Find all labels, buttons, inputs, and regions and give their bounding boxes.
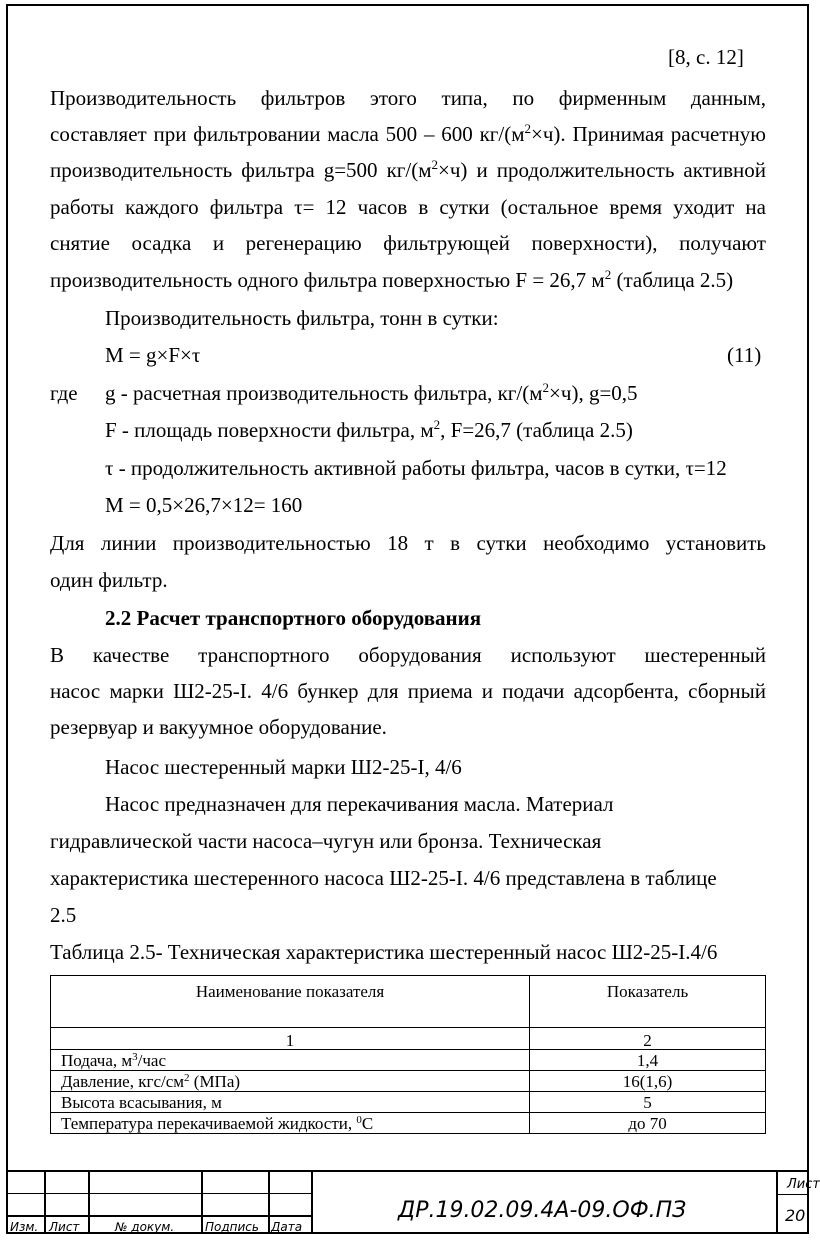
definition-g: g - расчетная производительность фильтра, $кг/(м^2\times ч)$, g=0,5 [105, 380, 638, 405]
stamp-label-data: Дата [271, 1220, 303, 1234]
document-code: ДР.19.02.09.4А-09.ОФ.ПЗ [398, 1198, 687, 1223]
table-cell: 1,4 [530, 1050, 766, 1071]
table-row [51, 1050, 766, 1071]
sheet-label: Лист [787, 1177, 820, 1192]
table-cell: 16(1,6) [530, 1071, 766, 1092]
paragraph-line: В качестве транспортного оборудования используют шестеренный [50, 643, 766, 667]
stamp-divider [268, 1172, 270, 1234]
paragraph: Насос шестеренный марки Ш2-25-I, 4/6 [105, 755, 462, 779]
stamp-divider [201, 1172, 203, 1234]
paragraph-line: производительность фильтра g=500 $кг/(м^2\times ч)$ и продолжительность активной [50, 157, 766, 182]
paragraph-line: характеристика шестеренного насоса Ш2-25-I. 4/6 представлена в таблице [50, 866, 717, 890]
definition-tau: τ - продолжительность активной работы фильтра, часов в сутки, τ=12 [105, 456, 727, 480]
stamp-divider [776, 1172, 778, 1234]
stamp-row-line [6, 1193, 311, 1194]
table-row [51, 1071, 766, 1092]
table-cell: до 70 [530, 1113, 766, 1134]
stamp-label-izm: Изм. [10, 1220, 39, 1234]
table-cell: Высота всасывания, м [51, 1092, 530, 1113]
table-cell: Подача, $м^3$/час [51, 1050, 530, 1071]
paragraph-line: Для линии производительностью 18 т в сутки необходимо установить [50, 531, 766, 555]
table-cell: Температура перекачиваемой жидкости, $^0$С [51, 1113, 530, 1134]
stamp-divider [44, 1172, 46, 1234]
table-cell: 1 [51, 1028, 530, 1050]
paragraph-line: резервуар и вакуумное оборудование. [50, 715, 387, 739]
stamp-label-list: Лист [49, 1220, 80, 1234]
paragraph-line: работы каждого фильтра τ= 12 часов в сутки (остальное время уходит на [50, 195, 766, 219]
table-row [51, 1113, 766, 1134]
table-header-cell: Наименование показателя [51, 976, 530, 1028]
paragraph-line: 2.5 [50, 903, 77, 927]
table-caption: Таблица 2.5- Техническая характеристика шестеренный насос Ш2-25-I.4/6 [50, 940, 718, 964]
paragraph-line: составляет при фильтровании масла 500 – 600 $кг/(м^2\times ч)$. Принимая расчетную [50, 121, 766, 146]
table-header-row [51, 976, 766, 1028]
stamp-label-podpis: Подпись [205, 1220, 259, 1234]
table-cell: Давление, кгс/$см^2$ (МПа) [51, 1071, 530, 1092]
paragraph: Производительность фильтра, тонн в сутки: [105, 306, 499, 330]
stamp-label-dokum: № докум. [115, 1220, 175, 1234]
paragraph-line: Насос предназначен для перекачивания масла. Материал [105, 792, 614, 816]
section-heading: 2.2 Расчет транспортного оборудования [105, 606, 482, 630]
table-header-cell: Показатель [530, 976, 766, 1028]
paragraph-line: гидравлической части насоса–чугун или бронза. Техническая [50, 829, 602, 853]
sheet-number: 20 [785, 1206, 806, 1225]
stamp-divider [311, 1172, 313, 1234]
reference: [8, с. 12] [668, 45, 744, 69]
paragraph-line: насос марки Ш2-25-I. 4/6 бункер для приема и подачи адсорбента, сборный [50, 679, 766, 703]
result: М = 0,5×26,7×12= 160 [105, 493, 303, 517]
stamp-row-line [6, 1215, 311, 1217]
where-label: где [50, 381, 78, 405]
formula: M = g×F×τ [105, 343, 201, 367]
formula-number: (11) [727, 343, 762, 367]
table-cell: 5 [530, 1092, 766, 1113]
paragraph-line: Производительность фильтров этого типа, по фирменным данным, [50, 86, 766, 110]
table-cell: 2 [530, 1028, 766, 1050]
table-number-row [51, 1028, 766, 1050]
stamp-divider [88, 1172, 90, 1234]
definition-f: F - площадь поверхности фильтра, $м^2$, F=26,7 (таблица 2.5) [105, 417, 633, 442]
table-row [51, 1092, 766, 1113]
paragraph-line: снятие осадка и регенерацию фильтрующей поверхности), получают [50, 231, 766, 255]
stamp-row-line [776, 1194, 809, 1195]
paragraph-line: один фильтр. [50, 568, 168, 592]
spec-table [50, 975, 766, 1134]
paragraph-line: производительность одного фильтра поверхностью F = 26,7 $м^2$ (таблица 2.5) [50, 267, 734, 292]
